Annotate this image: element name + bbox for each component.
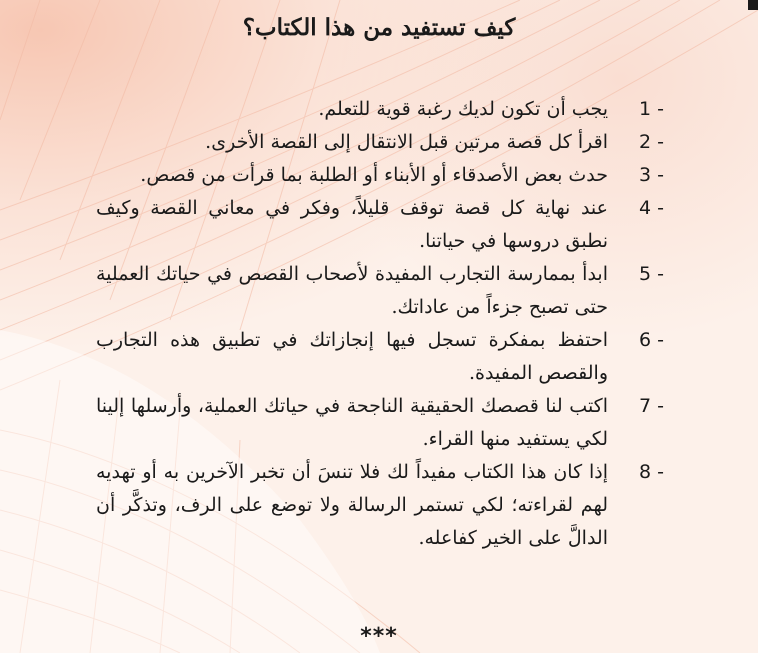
instructions-list bbox=[96, 93, 664, 555]
item-number: 4 - bbox=[639, 197, 664, 219]
list-item bbox=[96, 93, 664, 126]
item-text: حدث بعض الأصدقاء أو الأبناء أو الطلبة بما قرأت من قصص. bbox=[140, 164, 608, 186]
list-item bbox=[96, 456, 664, 555]
list-item bbox=[96, 126, 664, 159]
section-separator: *** bbox=[360, 624, 398, 649]
list-item bbox=[96, 258, 664, 324]
item-text: يجب أن تكون لديك رغبة قوية للتعلم. bbox=[318, 98, 608, 120]
item-text: اقرأ كل قصة مرتين قبل الانتقال إلى القصة الأخرى. bbox=[205, 131, 608, 153]
item-number: 2 - bbox=[639, 131, 664, 153]
item-text: ابدأ بممارسة التجارب المفيدة لأصحاب القصص في حياتك العملية حتى تصبح جزءاً من عاداتك. bbox=[96, 263, 608, 318]
item-text: عند نهاية كل قصة توقف قليلاً، وفكر في معاني القصة وكيف نطبق دروسها في حياتنا. bbox=[96, 197, 608, 252]
item-number: 7 - bbox=[639, 395, 664, 417]
corner-mark bbox=[748, 0, 758, 10]
item-number: 8 - bbox=[639, 461, 664, 483]
list-item bbox=[96, 159, 664, 192]
list-item bbox=[96, 192, 664, 258]
item-number: 5 - bbox=[639, 263, 664, 285]
item-text: اكتب لنا قصصك الحقيقية الناجحة في حياتك العملية، وأرسلها إلينا لكي يستفيد منها القراء. bbox=[96, 395, 608, 450]
item-number: 3 - bbox=[639, 164, 664, 186]
list-item bbox=[96, 390, 664, 456]
item-text: إذا كان هذا الكتاب مفيداً لك فلا تنسَ أن تخبر الآخرين به أو تهديه لهم لقراءته؛ لكي تستمر الرسالة ولا توضع على الرف، وتذكَّر أن الدالَّ على الخير كفاعله. bbox=[96, 461, 608, 549]
item-number: 1 - bbox=[639, 98, 664, 120]
page-title: كيف تستفيد من هذا الكتاب؟ bbox=[242, 14, 516, 41]
item-number: 6 - bbox=[639, 329, 664, 351]
item-text: احتفظ بمفكرة تسجل فيها إنجازاتك في تطبيق هذه التجارب والقصص المفيدة. bbox=[96, 329, 608, 384]
list-item bbox=[96, 324, 664, 390]
